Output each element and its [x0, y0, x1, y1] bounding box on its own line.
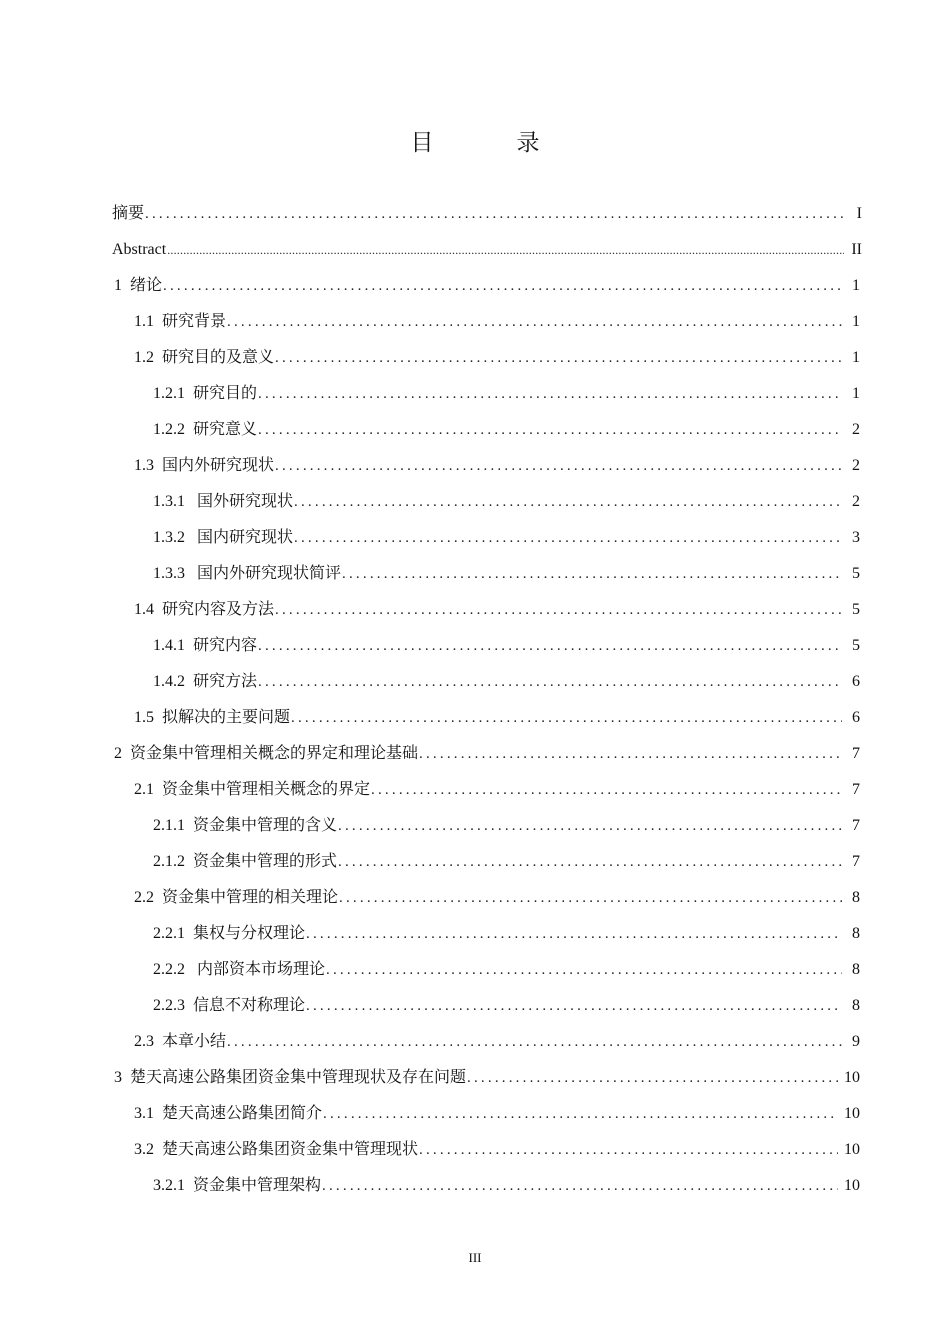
toc-entry-number: 3.2.1 [153, 1177, 185, 1194]
toc-entry-page: 10 [844, 1141, 860, 1158]
toc-entry-page: 7 [852, 853, 860, 870]
toc-entry-number: 1.2.2 [153, 421, 185, 438]
toc-entry-page: 5 [852, 637, 860, 654]
toc-entry-page: 3 [852, 529, 860, 546]
toc-entry-number: 2.2 [134, 889, 154, 906]
toc-entry-label [153, 808, 337, 844]
toc-entry-label [153, 520, 293, 556]
dot-leader [419, 1132, 838, 1168]
toc-entry-title: 研究背景 [162, 313, 227, 330]
toc-entry[interactable] [112, 448, 862, 484]
toc-entry-number: 3 [114, 1069, 122, 1086]
toc-entry[interactable] [112, 844, 862, 880]
toc-entry[interactable] [112, 376, 862, 412]
toc-entry-number: 2.1.1 [153, 817, 185, 834]
toc-entry[interactable] [112, 556, 862, 592]
toc-entry-label [153, 988, 305, 1024]
dot-leader [275, 448, 842, 484]
toc-entry-title: 国内外研究现状简评 [193, 565, 342, 582]
toc-entry-title: 绪论 [130, 277, 163, 294]
toc-entry-number: 2 [114, 745, 122, 762]
dot-leader [291, 700, 842, 736]
toc-entry-label [112, 196, 144, 232]
dot-leader [342, 556, 842, 592]
toc-entry[interactable] [112, 700, 862, 736]
toc-entry-page: 10 [844, 1069, 860, 1086]
dot-leader [306, 916, 842, 952]
dot-leader [227, 304, 842, 340]
toc-entry-label [114, 1060, 466, 1096]
dot-leader [258, 376, 842, 412]
toc-entry[interactable] [112, 988, 862, 1024]
toc-entry[interactable] [112, 268, 862, 304]
toc-entry-label [153, 484, 293, 520]
toc-entry-page: 8 [852, 997, 860, 1014]
toc-entry-label [153, 664, 257, 700]
toc-entry-number: 1.3.1 [153, 493, 185, 510]
toc-entry-page: 1 [852, 385, 860, 402]
toc-entry-label [153, 628, 257, 664]
toc-entry[interactable] [112, 412, 862, 448]
dot-leader [275, 592, 842, 628]
toc-entry[interactable] [112, 808, 862, 844]
toc-entry-title: 资金集中管理架构 [193, 1177, 322, 1194]
toc-entry-label [112, 232, 166, 268]
toc-entry-label [134, 1096, 322, 1132]
toc-entry-number: 2.1 [134, 781, 154, 798]
toc-entry-page: 5 [852, 601, 860, 618]
dot-leader [294, 484, 842, 520]
toc-entry-title: 本章小结 [162, 1033, 227, 1050]
toc-entry-label [153, 916, 305, 952]
toc-entry-label [153, 1168, 321, 1204]
toc-entry-label [153, 952, 325, 988]
toc-entry-label [114, 736, 418, 772]
toc-entry-number: 1.3 [134, 457, 154, 474]
toc-entry[interactable] [112, 304, 862, 340]
toc-entry-number: 2.2.1 [153, 925, 185, 942]
toc-entry[interactable] [112, 628, 862, 664]
dot-leader [322, 1168, 838, 1204]
toc-entry[interactable] [112, 520, 862, 556]
toc-entry-label [134, 592, 274, 628]
dot-leader [145, 196, 844, 232]
toc-entry-title: 研究方法 [193, 673, 258, 690]
toc-entry-label [134, 304, 226, 340]
dot-leader [419, 736, 842, 772]
dot-leader [275, 340, 842, 376]
page-title: 目 录 [410, 130, 570, 156]
toc-entry-title: 研究内容及方法 [162, 601, 275, 618]
toc-entry-number: 1.2.1 [153, 385, 185, 402]
toc-entry-page: 2 [852, 421, 860, 438]
toc-entry-number: 1.5 [134, 709, 154, 726]
dot-leader [306, 988, 842, 1024]
toc-entry-page: II [851, 241, 862, 258]
toc-entry-number: 2.2.2 [153, 961, 185, 978]
toc-entry-title: 研究目的及意义 [162, 349, 275, 366]
toc-entry-title: Abstract [112, 241, 167, 258]
dot-leader [467, 1060, 838, 1096]
toc-entry[interactable] [112, 952, 862, 988]
toc-entry-title: 研究意义 [193, 421, 258, 438]
toc-entry-label [134, 448, 274, 484]
toc-entry-label [134, 1024, 226, 1060]
toc-entry-page: 5 [852, 565, 860, 582]
toc-entry-page: 1 [852, 313, 860, 330]
toc-entry[interactable] [112, 772, 862, 808]
dot-leader [371, 772, 842, 808]
toc-entry-page: 7 [852, 817, 860, 834]
toc-entry-page: 10 [844, 1177, 860, 1194]
toc-entry-page: 9 [852, 1033, 860, 1050]
toc-entry-label [134, 1132, 418, 1168]
toc-entry-label [114, 268, 162, 304]
toc-entry[interactable] [112, 1096, 862, 1132]
dot-leader [326, 952, 842, 988]
toc-entry-title: 拟解决的主要问题 [162, 709, 291, 726]
toc-entry-label [134, 700, 290, 736]
dot-leader [258, 664, 842, 700]
toc-entry-page: 7 [852, 781, 860, 798]
toc-entry-number: 1.3.3 [153, 565, 185, 582]
toc-entry-label [153, 556, 341, 592]
toc-entry-number: 1.3.2 [153, 529, 185, 546]
toc-entry-number: 1.4.1 [153, 637, 185, 654]
toc-entry-label [153, 844, 337, 880]
toc-entry[interactable] [112, 196, 862, 232]
toc-entry[interactable] [112, 880, 862, 916]
toc-entry[interactable] [112, 592, 862, 628]
toc-entry-page: 8 [852, 889, 860, 906]
dot-leader [258, 628, 842, 664]
toc-entry-number: 1 [114, 277, 122, 294]
toc-entry-title: 摘要 [112, 205, 145, 222]
toc-entry[interactable] [112, 1024, 862, 1060]
toc-entry-label [153, 376, 257, 412]
toc-entry-page: 6 [852, 673, 860, 690]
toc-entry-title: 内部资本市场理论 [193, 961, 326, 978]
dot-leader [338, 844, 842, 880]
dot-leader [323, 1096, 838, 1132]
dot-leader [227, 1024, 842, 1060]
dot-leader [258, 412, 842, 448]
toc-entry[interactable] [112, 916, 862, 952]
toc-entry-title: 研究内容 [193, 637, 258, 654]
toc-entry-page: 8 [852, 961, 860, 978]
toc-entry-title: 资金集中管理相关概念的界定 [162, 781, 371, 798]
toc-entry-title: 国外研究现状 [193, 493, 294, 510]
dot-leader [338, 808, 842, 844]
toc-entry-page: 1 [852, 349, 860, 366]
toc-entry[interactable] [112, 1168, 862, 1204]
toc-entry-title: 国内外研究现状 [162, 457, 275, 474]
toc-entry-title: 国内研究现状 [193, 529, 294, 546]
toc-entry[interactable] [112, 232, 862, 268]
page-number: III [468, 1250, 482, 1265]
toc-entry-page: 2 [852, 457, 860, 474]
toc-entry-title: 资金集中管理的形式 [193, 853, 338, 870]
toc-entry-title: 资金集中管理相关概念的界定和理论基础 [130, 745, 419, 762]
toc-entry[interactable] [112, 1132, 862, 1168]
toc-entry[interactable] [112, 484, 862, 520]
toc-entry-title: 资金集中管理的相关理论 [162, 889, 339, 906]
toc-entry-number: 3.1 [134, 1105, 154, 1122]
toc-entry-number: 1.4 [134, 601, 154, 618]
toc-entry-page: 8 [852, 925, 860, 942]
toc-entry-number: 1.4.2 [153, 673, 185, 690]
dot-leader [163, 268, 842, 304]
toc-entry-title: 资金集中管理的含义 [193, 817, 338, 834]
dot-leader [339, 880, 842, 916]
toc-entry-page: 6 [852, 709, 860, 726]
toc-entry-label [134, 340, 274, 376]
toc-entry-number: 1.2 [134, 349, 154, 366]
toc-entry[interactable] [112, 340, 862, 376]
toc-entry-number: 2.3 [134, 1033, 154, 1050]
table-of-contents [112, 196, 862, 1204]
toc-entry-title: 研究目的 [193, 385, 258, 402]
toc-entry-number: 2.2.3 [153, 997, 185, 1014]
toc-entry-label [134, 880, 338, 916]
toc-entry-title: 信息不对称理论 [193, 997, 306, 1014]
toc-entry-page: 7 [852, 745, 860, 762]
toc-entry-title: 楚天高速公路集团资金集中管理现状 [162, 1141, 419, 1158]
toc-entry-title: 集权与分权理论 [193, 925, 306, 942]
toc-entry-page: 1 [852, 277, 860, 294]
toc-entry-label [134, 772, 370, 808]
toc-entry-page: I [856, 205, 862, 222]
dot-leader [294, 520, 842, 556]
toc-entry[interactable] [112, 1060, 862, 1096]
toc-entry-label [153, 412, 257, 448]
toc-entry-page: 10 [844, 1105, 860, 1122]
toc-entry-title: 楚天高速公路集团资金集中管理现状及存在问题 [130, 1069, 467, 1086]
toc-entry-number: 1.1 [134, 313, 154, 330]
dot-leader [167, 232, 844, 268]
toc-entry[interactable] [112, 664, 862, 700]
toc-entry-number: 2.1.2 [153, 853, 185, 870]
toc-entry[interactable] [112, 736, 862, 772]
toc-entry-page: 2 [852, 493, 860, 510]
toc-entry-number: 3.2 [134, 1141, 154, 1158]
toc-entry-title: 楚天高速公路集团简介 [162, 1105, 323, 1122]
